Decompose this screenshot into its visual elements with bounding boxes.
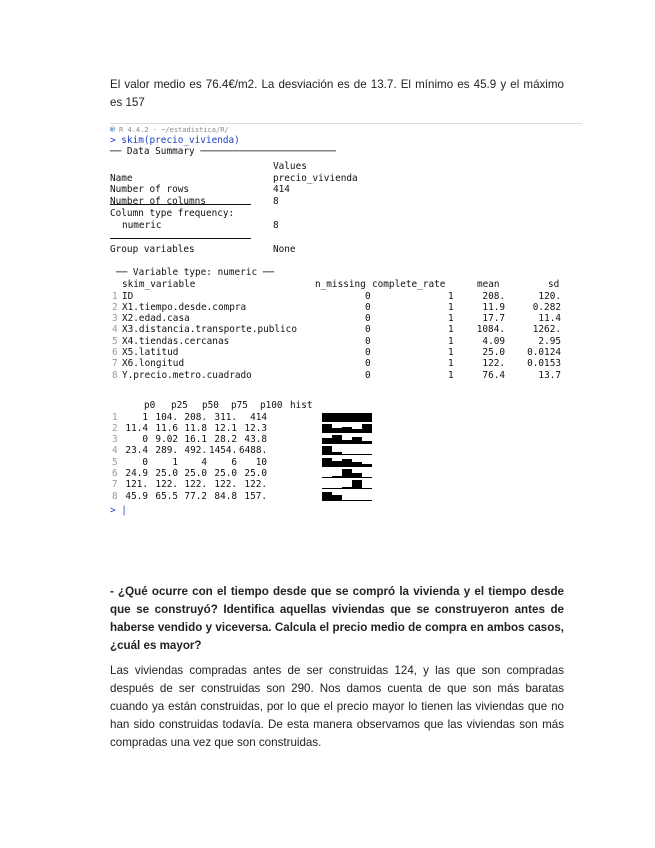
histogram-bar xyxy=(362,477,372,478)
r-console-screenshot xyxy=(110,123,582,521)
table1-sd: 13.7 xyxy=(538,369,561,381)
table2-p75: 84.8 xyxy=(214,490,237,502)
table2-p50: 4 xyxy=(201,456,207,468)
table1-complete-rate: 1 xyxy=(448,335,454,347)
question-paragraph: - ¿Qué ocurre con el tiempo desde que se compró la vivienda y el tiempo desde que se construyó? Identifica aquellas viviendas que se construyeron antes de haberse vendido y viceversa. Calcula el precio medio de compra en ambos casos, ¿cuál es mayor? xyxy=(110,585,564,652)
table2-p50: 208. xyxy=(184,411,207,423)
table1-variable: X1.tiempo.desde.compra xyxy=(122,301,247,313)
table2-p100: 10 xyxy=(255,456,267,468)
summary-row-label: Name xyxy=(110,173,133,184)
summary-row-label: Number of rows xyxy=(110,184,190,196)
histogram-bar xyxy=(342,459,352,467)
table2-row-index: 5 xyxy=(112,456,118,468)
type-divider xyxy=(110,238,251,239)
table1-missing: 0 xyxy=(365,369,371,381)
table1-complete-rate: 1 xyxy=(448,369,454,381)
histogram-sparkline xyxy=(322,424,372,433)
histogram-bar xyxy=(332,495,342,500)
histogram-bar xyxy=(352,480,362,489)
table1-missing: 0 xyxy=(365,313,371,325)
summary-row-value: 8 xyxy=(273,195,279,207)
histogram-sparkline xyxy=(322,480,372,489)
table2-p25: 25.0 xyxy=(155,468,178,479)
table1-row-index: 3 xyxy=(112,313,118,325)
table2-header-3: p75 xyxy=(231,400,248,411)
table1-mean: 11.9 xyxy=(482,301,505,313)
table2-header-2: p50 xyxy=(202,400,219,411)
table2-p0: 0 xyxy=(142,456,148,468)
table2-p50: 492. xyxy=(184,445,207,457)
table1-sd: 0.282 xyxy=(532,301,561,313)
table1-missing: 0 xyxy=(365,358,371,370)
histogram-sparkline xyxy=(322,446,372,455)
table2-p0: 23.4 xyxy=(125,445,148,457)
histogram-bar xyxy=(362,500,372,501)
histogram-bar xyxy=(332,488,342,489)
console-version-label: R 4.4.2 · ~/estadistica/R/ xyxy=(119,126,229,134)
table2-row-index: 6 xyxy=(112,468,118,479)
table2-p0: 121. xyxy=(125,479,148,491)
table1-header-1: n_missing xyxy=(315,279,366,290)
histogram-bar xyxy=(342,454,352,455)
summary-values-header: Values xyxy=(273,161,307,172)
table1-missing: 0 xyxy=(365,301,371,313)
table2-p25: 289. xyxy=(155,445,178,457)
table2-p50: 25.0 xyxy=(184,468,207,479)
histogram-bar xyxy=(332,461,342,467)
histogram-bar xyxy=(352,454,362,455)
table2-p25: 104. xyxy=(155,411,178,423)
table1-complete-rate: 1 xyxy=(448,358,454,370)
table2-p0: 11.4 xyxy=(125,422,148,434)
intro-paragraph: El valor medio es 76.4€/m2. La desviación es de 13.7. El mínimo es 45.9 y el máximo es 157 xyxy=(110,78,564,109)
table1-missing: 0 xyxy=(365,290,371,302)
histogram-bar xyxy=(352,437,362,444)
table1-mean: 1084. xyxy=(476,324,505,336)
histogram-bar xyxy=(362,454,372,455)
group-variables-label: Group variables xyxy=(110,244,195,255)
table2-p0: 45.9 xyxy=(125,490,148,502)
table2-p100: 12.3 xyxy=(244,422,267,434)
table2-p75: 12.1 xyxy=(214,422,237,434)
table2-p100: 414 xyxy=(250,411,267,423)
table1-row-index: 2 xyxy=(112,301,118,313)
histogram-bar xyxy=(362,424,372,433)
table2-p50: 16.1 xyxy=(184,434,207,446)
summary-row-value: 414 xyxy=(273,184,290,196)
table2-p50: 122. xyxy=(184,479,207,491)
variable-type-title: ── Variable type: numeric ── xyxy=(116,267,275,278)
histogram-bar xyxy=(342,440,352,445)
table2-row-index: 4 xyxy=(112,445,118,457)
table2-p75: 28.2 xyxy=(214,434,237,446)
table1-variable: ID xyxy=(122,290,134,302)
table1-variable: X3.distancia.transporte.publico xyxy=(122,324,297,336)
table1-variable: X4.tiendas.cercanas xyxy=(122,335,230,347)
column-type-label: Column type frequency: xyxy=(110,208,235,219)
table2-header-0: p0 xyxy=(144,400,156,411)
table1-complete-rate: 1 xyxy=(448,324,454,336)
histogram-sparkline xyxy=(322,469,372,478)
table2-header-5: hist xyxy=(290,400,313,411)
table1-row-index: 7 xyxy=(112,358,118,370)
table1-mean: 76.4 xyxy=(482,369,505,381)
table1-complete-rate: 1 xyxy=(448,313,454,325)
table2-p75: 122. xyxy=(214,479,237,491)
table2-row-index: 3 xyxy=(112,434,118,446)
table2-p0: 0 xyxy=(142,434,148,446)
table2-p50: 77.2 xyxy=(184,490,207,502)
histogram-bar xyxy=(322,492,332,501)
table1-row-index: 5 xyxy=(112,335,118,347)
table2-p50: 11.8 xyxy=(184,422,207,434)
table1-missing: 0 xyxy=(365,335,371,347)
table1-mean: 208. xyxy=(482,290,505,302)
data-summary-title: ── Data Summary ──────────────────────── xyxy=(110,146,336,157)
histogram-bar xyxy=(322,438,332,444)
table1-header-0: skim_variable xyxy=(122,279,196,290)
numeric-value: 8 xyxy=(273,220,279,231)
table2-p25: 122. xyxy=(155,479,178,491)
table1-mean: 25.0 xyxy=(482,347,505,358)
histogram-bar xyxy=(362,441,372,444)
histogram-bar xyxy=(322,458,332,467)
table1-header-3: mean xyxy=(477,279,500,290)
table2-header-4: p100 xyxy=(260,400,283,411)
histogram-sparkline xyxy=(322,413,372,422)
table1-mean: 4.09 xyxy=(482,335,505,347)
table2-p100: 157. xyxy=(244,490,267,502)
answer-paragraph: Las viviendas compradas antes de ser construidas 124, y las que son compradas después de ser construidas son 290. Nos damos cuenta de que son más baratas cuando ya están construidas, por lo que el precio mayor lo tienen las viviendas que no han sido construidas todavía. De esta manera observamos que las viviendas son más compradas una vez que son construidas. xyxy=(110,664,564,749)
table1-sd: 2.95 xyxy=(538,335,561,347)
table1-variable: X5.latitud xyxy=(122,347,179,358)
table1-header-4: sd xyxy=(548,279,560,290)
table1-row-index: 1 xyxy=(112,290,118,302)
table1-variable: X6.longitud xyxy=(122,358,185,370)
table2-p100: 25.0 xyxy=(244,468,267,479)
histogram-bar xyxy=(332,428,342,433)
table2-p25: 65.5 xyxy=(155,490,178,502)
histogram-bar xyxy=(352,473,362,478)
table1-sd: 1262. xyxy=(532,324,561,336)
table2-p0: 24.9 xyxy=(125,468,148,479)
table1-row-index: 4 xyxy=(112,324,118,336)
table1-missing: 0 xyxy=(365,347,371,358)
histogram-bar xyxy=(352,462,362,467)
table1-row-index: 8 xyxy=(112,369,118,381)
console-prompt[interactable]: > | xyxy=(110,505,127,516)
histogram-bar xyxy=(342,469,352,478)
table2-row-index: 7 xyxy=(112,479,118,491)
table2-p25: 9.02 xyxy=(155,434,178,446)
table1-complete-rate: 1 xyxy=(448,290,454,302)
histogram-bar xyxy=(366,413,372,422)
table2-row-index: 1 xyxy=(112,411,118,423)
group-variables-value: None xyxy=(273,244,296,255)
histogram-bar xyxy=(332,435,342,444)
table1-missing: 0 xyxy=(365,324,371,336)
histogram-bar xyxy=(352,429,362,433)
histogram-bar xyxy=(362,488,372,489)
table1-sd: 120. xyxy=(538,290,561,302)
table1-mean: 17.7 xyxy=(482,313,505,325)
table2-p25: 1 xyxy=(172,456,178,468)
numeric-label: numeric xyxy=(122,220,162,231)
histogram-bar xyxy=(332,452,342,455)
histogram-bar xyxy=(362,464,372,467)
table1-sd: 0.0153 xyxy=(527,358,561,370)
table2-p100: 6488. xyxy=(239,445,268,457)
histogram-sparkline xyxy=(322,435,372,444)
table1-sd: 11.4 xyxy=(538,313,561,325)
table2-row-index: 2 xyxy=(112,422,118,434)
table2-p75: 6 xyxy=(231,456,237,468)
table2-p0: 1 xyxy=(142,411,148,423)
r-logo-icon: ® xyxy=(110,125,115,134)
histogram-bar xyxy=(342,487,352,490)
table2-p25: 11.6 xyxy=(155,422,178,434)
histogram-bar xyxy=(342,427,352,432)
histogram-bar xyxy=(322,488,332,489)
table1-header-2: complete_rate xyxy=(372,279,446,290)
histogram-bar xyxy=(322,477,332,478)
histogram-sparkline xyxy=(322,492,372,501)
console-toolbar xyxy=(110,123,582,135)
histogram-bar xyxy=(352,500,362,501)
table1-variable: Y.precio.metro.cuadrado xyxy=(122,369,252,381)
histogram-bar xyxy=(332,476,342,478)
table2-header-1: p25 xyxy=(171,400,188,411)
summary-row-label: Number of columns xyxy=(110,195,206,207)
table2-p75: 1454. xyxy=(209,445,238,457)
table2-row-index: 8 xyxy=(112,490,118,502)
table2-p75: 311. xyxy=(214,411,237,423)
histogram-bar xyxy=(322,446,332,455)
table1-row-index: 6 xyxy=(112,347,118,358)
histogram-bar xyxy=(322,424,332,433)
histogram-sparkline xyxy=(322,458,372,467)
table1-complete-rate: 1 xyxy=(448,301,454,313)
console-command: > skim(precio_vivienda) xyxy=(110,135,240,146)
table2-p75: 25.0 xyxy=(214,468,237,479)
table1-mean: 122. xyxy=(482,358,505,370)
table2-p100: 43.8 xyxy=(244,434,267,446)
histogram-bar xyxy=(342,500,352,501)
table1-sd: 0.0124 xyxy=(527,347,561,358)
table2-p100: 122. xyxy=(244,479,267,491)
table1-complete-rate: 1 xyxy=(448,347,454,358)
summary-row-value: precio_vivienda xyxy=(273,173,358,184)
table1-variable: X2.edad.casa xyxy=(122,313,190,325)
